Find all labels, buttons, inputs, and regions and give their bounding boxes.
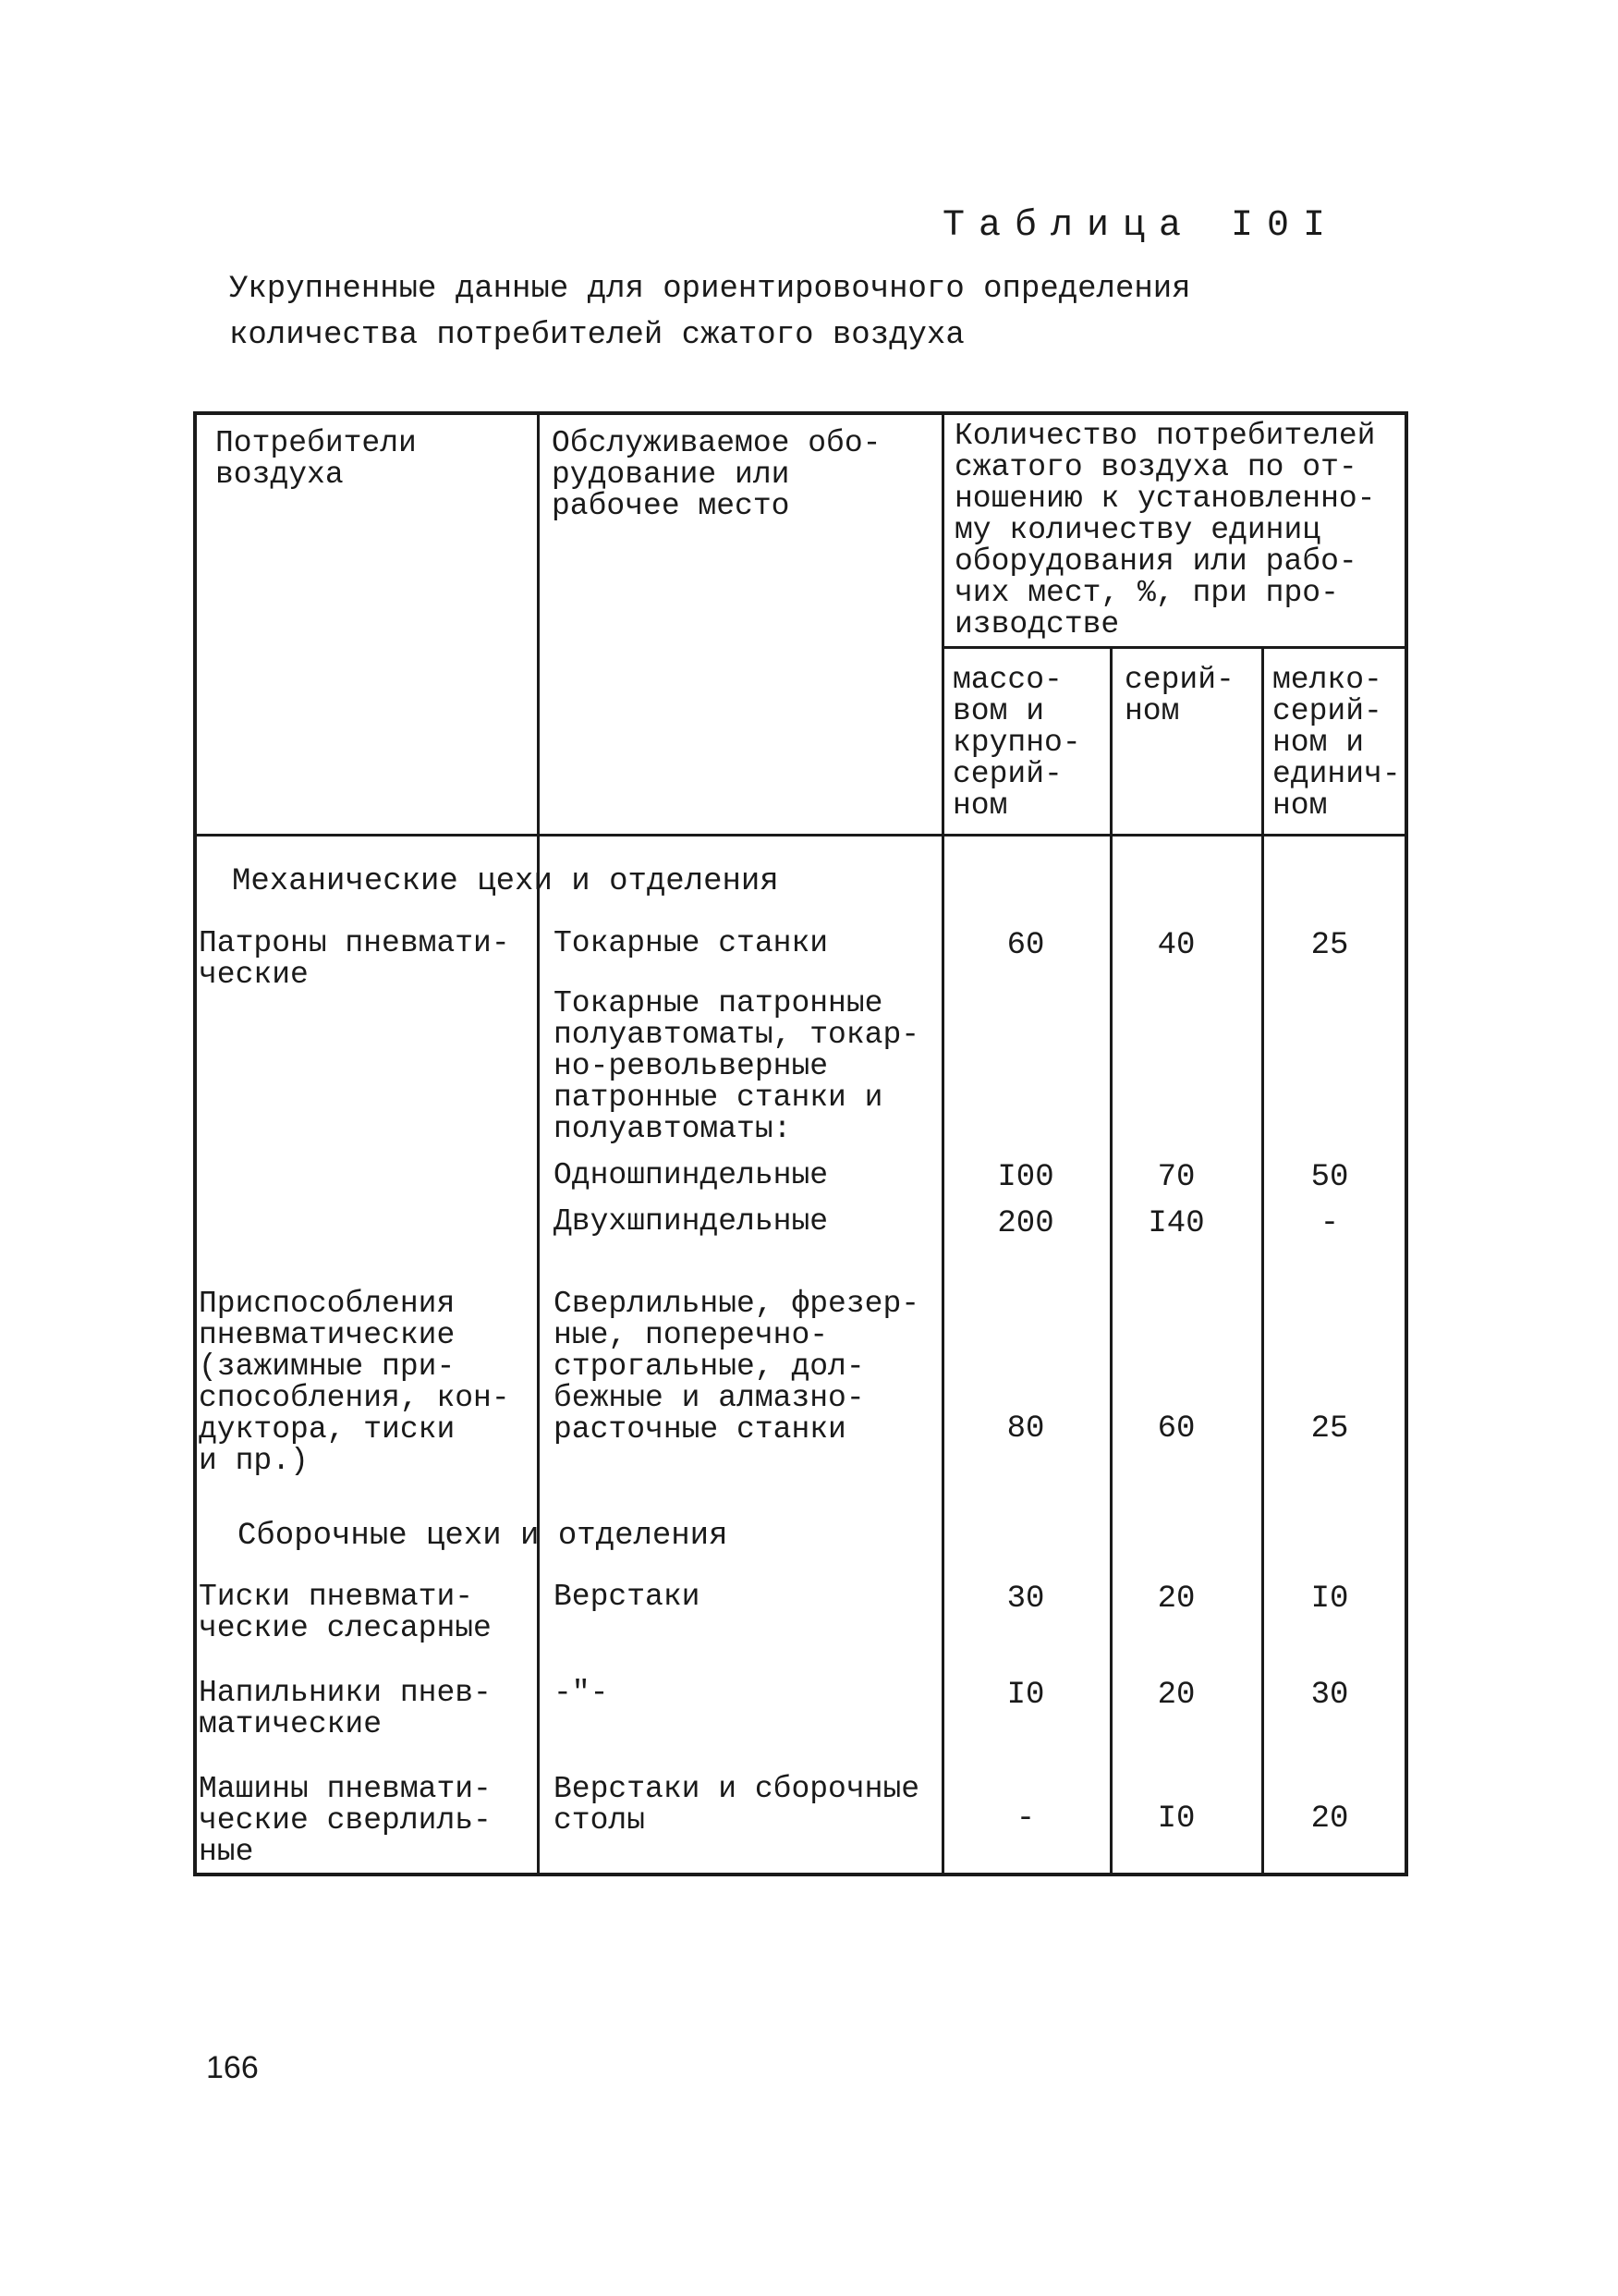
- row-consumer: Патроны пневмати- ческие: [199, 926, 510, 992]
- value-small: 20: [1310, 1801, 1349, 1837]
- value-mass: 200: [997, 1206, 1054, 1241]
- value-mass: -: [1016, 1801, 1036, 1837]
- row-equipment: Верстаки: [554, 1580, 700, 1614]
- header-quantity: Количество потребителей сжатого воздуха по от- ношению к установленно- му количеству единиц оборудования или рабо- чих мест, %, при про- изводстве: [955, 419, 1376, 641]
- value-mass: 80: [1006, 1411, 1045, 1447]
- value-serial: I0: [1157, 1801, 1196, 1837]
- row-equipment: Сверлильные, фрезер- ные, поперечно- строгальные, дол- бежные и алмазно- расточные станки: [554, 1287, 920, 1447]
- value-serial: 20: [1157, 1678, 1196, 1713]
- row-equipment: -"-: [554, 1676, 609, 1710]
- table-caption: [229, 266, 1338, 359]
- col-divider-1: [537, 415, 540, 1876]
- header-mass-production: массо- вом и крупно- серий- ном: [953, 663, 1081, 823]
- value-mass: 30: [1006, 1582, 1045, 1617]
- value-small: I0: [1310, 1582, 1349, 1617]
- caption-line: количества потребителей сжатого воздуха: [229, 318, 965, 353]
- table-number: Таблица I0I: [943, 205, 1340, 247]
- page-number: 166: [206, 2050, 259, 2085]
- value-small: 30: [1310, 1678, 1349, 1713]
- value-mass: I00: [997, 1160, 1054, 1195]
- value-small: 50: [1310, 1160, 1349, 1195]
- value-serial: 20: [1157, 1582, 1196, 1617]
- col-divider-2: [942, 415, 944, 1876]
- row-consumer: Тиски пневмати- ческие слесарные: [199, 1580, 492, 1645]
- row-equipment: Токарные станки: [554, 926, 829, 960]
- value-serial: 40: [1157, 928, 1196, 963]
- value-serial: 60: [1157, 1411, 1196, 1447]
- section-title: Сборочные цехи и отделения: [237, 1519, 728, 1554]
- header-subdivider: [942, 646, 1408, 649]
- row-consumer: Приспособления пневматические (зажимные при- способления, кон- дуктора, тиски и пр.): [199, 1287, 510, 1478]
- row-consumer: Напильники пнев- матические: [199, 1676, 492, 1741]
- value-mass: 60: [1006, 928, 1045, 963]
- header-equipment: Обслуживаемое обо- рудование или рабочее место: [552, 426, 882, 523]
- row-consumer: Машины пневмати- ческие сверлиль- ные: [199, 1772, 492, 1869]
- value-serial: I40: [1148, 1206, 1205, 1241]
- row-equipment: Верстаки и сборочные столы: [554, 1772, 920, 1838]
- value-serial: 70: [1157, 1160, 1196, 1195]
- row-equipment: Двухшпиндельные: [554, 1204, 829, 1239]
- col-divider-3: [1110, 646, 1113, 1876]
- header-small-production: мелко- серий- ном и единич- ном: [1272, 663, 1401, 823]
- section-title: Механические цехи и отделения: [232, 864, 779, 899]
- header-bottom-line: [197, 834, 1408, 837]
- value-small: -: [1320, 1206, 1340, 1241]
- caption-line: Укрупненные данные для ориентировочного определения: [229, 272, 1191, 307]
- row-equipment: Токарные патронные полуавтоматы, токар- но-револьверные патронные станки и полуавтоматы:: [554, 986, 920, 1146]
- consumers-table: [193, 411, 1408, 1876]
- value-small: 25: [1310, 1411, 1349, 1447]
- row-equipment: Одношпиндельные: [554, 1158, 829, 1192]
- value-mass: I0: [1006, 1678, 1045, 1713]
- value-small: 25: [1310, 928, 1349, 963]
- header-serial-production: серий- ном: [1125, 663, 1235, 728]
- header-consumers: Потребители воздуха: [215, 426, 417, 492]
- col-divider-4: [1261, 646, 1264, 1876]
